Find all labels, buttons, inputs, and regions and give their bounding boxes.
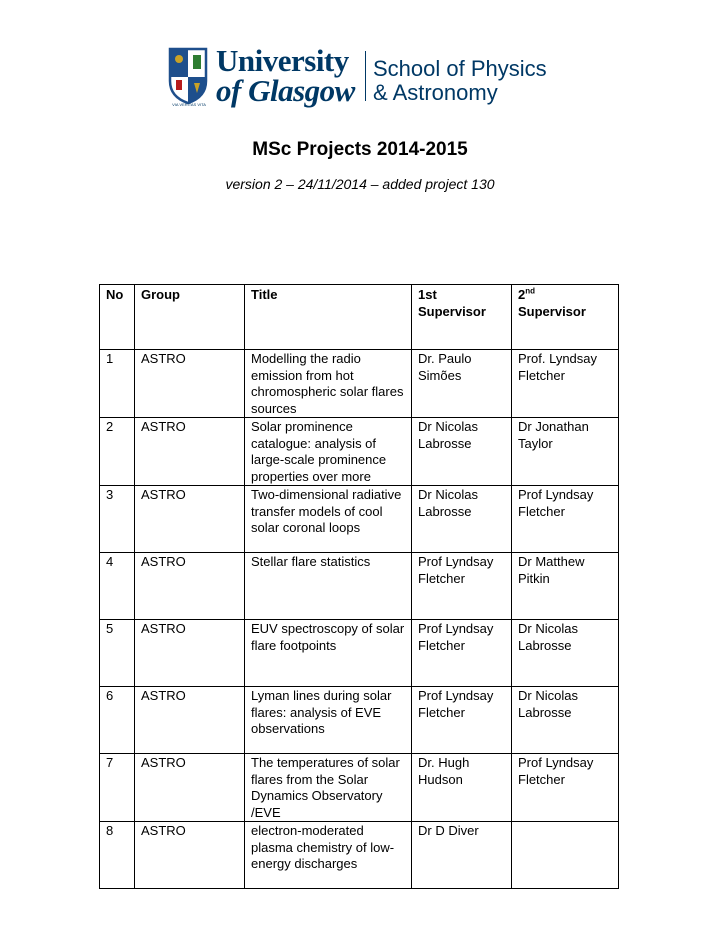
cell-no: 1: [100, 350, 135, 418]
cell-first-supervisor: Prof Lyndsay Fletcher: [412, 687, 512, 754]
logo-glasgow-text: of Glasgow: [216, 73, 355, 108]
cell-no: 7: [100, 754, 135, 822]
table-row: [100, 553, 619, 620]
table-row: [100, 418, 619, 486]
cell-title: EUV spectroscopy of solar flare footpoints: [245, 620, 412, 687]
university-logo: [168, 43, 558, 109]
header-second-supervisor: [512, 285, 619, 350]
cell-no: 6: [100, 687, 135, 754]
header-no: No: [100, 285, 135, 350]
cell-second-supervisor: Dr Matthew Pitkin: [512, 553, 619, 620]
header-first-supervisor-line2: Supervisor: [418, 303, 486, 319]
cell-second-supervisor: Dr Nicolas Labrosse: [512, 620, 619, 687]
cell-group: ASTRO: [135, 620, 245, 687]
cell-title: electron-moderated plasma chemistry of low-energy discharges: [245, 822, 412, 889]
cell-first-supervisor: Dr Nicolas Labrosse: [412, 486, 512, 553]
cell-second-supervisor: Prof Lyndsay Fletcher: [512, 754, 619, 822]
header-first-supervisor: [412, 285, 512, 350]
cell-title: Two-dimensional radiative transfer models of cool solar coronal loops: [245, 486, 412, 553]
cell-no: 3: [100, 486, 135, 553]
table-row: [100, 687, 619, 754]
cell-group: ASTRO: [135, 350, 245, 418]
cell-first-supervisor: Dr. Paulo Simões: [412, 350, 512, 418]
cell-group: ASTRO: [135, 553, 245, 620]
header-title: Title: [245, 285, 412, 350]
table-row: [100, 350, 619, 418]
cell-title: The temperatures of solar flares from the Solar Dynamics Observatory /EVE: [245, 754, 412, 822]
header-group: Group: [135, 285, 245, 350]
table-row: [100, 486, 619, 553]
cell-no: 2: [100, 418, 135, 486]
cell-no: 8: [100, 822, 135, 889]
cell-group: ASTRO: [135, 687, 245, 754]
cell-first-supervisor: Prof Lyndsay Fletcher: [412, 620, 512, 687]
logo-university-text: University: [216, 43, 349, 78]
cell-title: Solar prominence catalogue: analysis of large-scale prominence properties over more: [245, 418, 412, 486]
logo-school-line1: School of Physics: [373, 56, 547, 81]
cell-title: Modelling the radio emission from hot chromospheric solar flares sources: [245, 350, 412, 418]
cell-second-supervisor: Dr Nicolas Labrosse: [512, 687, 619, 754]
cell-first-supervisor: Prof Lyndsay Fletcher: [412, 553, 512, 620]
cell-second-supervisor: Prof. Lyndsay Fletcher: [512, 350, 619, 418]
table-row: [100, 620, 619, 687]
cell-title: Lyman lines during solar flares: analysis of EVE observations: [245, 687, 412, 754]
header-second-supervisor-ordinal: nd: [525, 286, 536, 296]
crest-motto: VIA VERITAS VITA: [172, 102, 206, 107]
projects-table: [99, 284, 619, 889]
header-first-supervisor-line1: 1st: [418, 287, 437, 302]
logo-divider: [365, 51, 366, 101]
cell-second-supervisor: Prof Lyndsay Fletcher: [512, 486, 619, 553]
logo-school-line2: & Astronomy: [373, 80, 498, 105]
cell-no: 5: [100, 620, 135, 687]
cell-first-supervisor: Dr Nicolas Labrosse: [412, 418, 512, 486]
table-row: [100, 822, 619, 889]
header-second-supervisor-number: 2: [518, 287, 526, 302]
crest-icon: [168, 47, 208, 107]
table-header-row: [100, 285, 619, 350]
cell-second-supervisor: Dr Jonathan Taylor: [512, 418, 619, 486]
cell-group: ASTRO: [135, 486, 245, 553]
cell-title: Stellar flare statistics: [245, 553, 412, 620]
cell-second-supervisor: [512, 822, 619, 889]
cell-group: ASTRO: [135, 418, 245, 486]
cell-group: ASTRO: [135, 822, 245, 889]
cell-group: ASTRO: [135, 754, 245, 822]
page-subtitle: version 2 – 24/11/2014 – added project 130: [225, 176, 495, 192]
cell-first-supervisor: Dr. Hugh Hudson: [412, 754, 512, 822]
page-title: MSc Projects 2014-2015: [252, 139, 468, 160]
cell-no: 4: [100, 553, 135, 620]
cell-first-supervisor: Dr D Diver: [412, 822, 512, 889]
table-row: [100, 754, 619, 822]
header-second-supervisor-line2: Supervisor: [518, 303, 586, 319]
